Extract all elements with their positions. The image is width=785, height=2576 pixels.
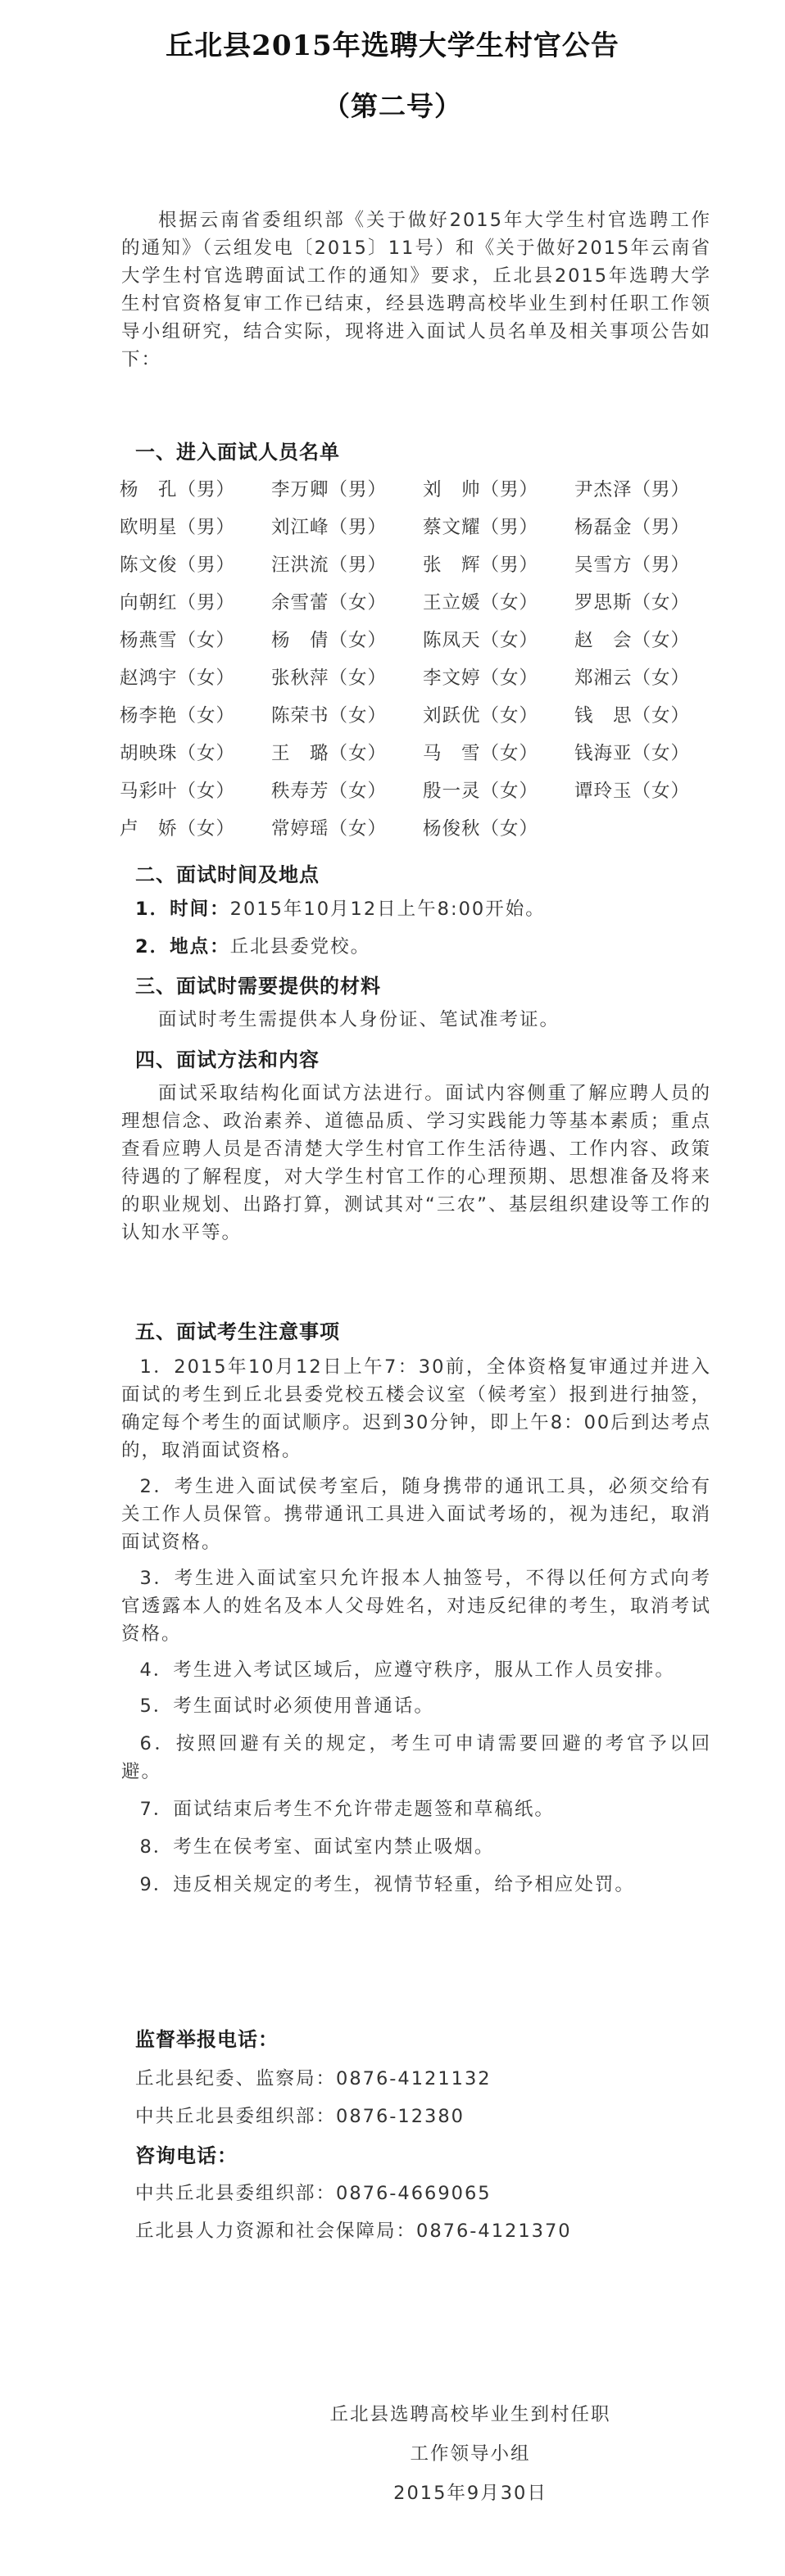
candidate-name: 马 雪（女） — [423, 743, 539, 764]
candidate-name: 钱海亚（女） — [574, 743, 691, 764]
section2-heading: 二、面试时间及地点 — [135, 863, 320, 886]
signature-org-line2: 工作领导小组 — [410, 2443, 531, 2465]
interview-time-label: 1．时间： — [135, 899, 230, 920]
candidate-name: 杨俊秋（女） — [423, 818, 539, 840]
candidate-name: 赵 会（女） — [574, 630, 691, 651]
interview-time-value: 2015年10月12日上午8:00开始。 — [229, 899, 546, 920]
candidate-name: 赵鸿宇（女） — [120, 668, 236, 689]
supervise-contact: 中共丘北县委组织部：0876-12380 — [135, 2106, 465, 2127]
notice-subtitle: （第二号） — [323, 90, 462, 122]
candidate-name: 李文婷（女） — [423, 668, 539, 689]
consult-heading: 咨询电话： — [135, 2144, 238, 2167]
candidate-name: 陈文俊（男） — [120, 555, 236, 576]
note-item: 7．面试结束后考生不允许带走题签和草稿纸。 — [139, 1799, 555, 1820]
signature-date: 2015年9月30日 — [393, 2483, 547, 2504]
note-item: 9．违反相关规定的考生，视情节轻重，给予相应处罚。 — [139, 1874, 635, 1895]
candidate-name: 张秋萍（女） — [271, 668, 388, 689]
candidate-name: 余雪蕾（女） — [271, 592, 388, 613]
note-item: 6．按照回避有关的规定，考生可申请需要回避的考官予以回避。 — [121, 1733, 711, 1782]
notes-list — [121, 1353, 711, 1908]
candidate-name: 王 璐（女） — [271, 743, 388, 764]
candidate-name: 卢 娇（女） — [120, 818, 236, 840]
candidate-name: 刘 帅（男） — [423, 479, 539, 500]
note-item: 2．考生进入面试侯考室后，随身携带的通讯工具，必须交给有关工作人员保管。携带通讯工具进入面试考场的，视为违纪，取消面试资格。 — [121, 1476, 711, 1553]
section4-text: 面试采取结构化面试方法进行。面试内容侧重了解应聘人员的理想信念、政治素养、道德品质、学习实践能力等基本素质；重点查看应聘人员是否清楚大学生村官工作生活待遇、工作内容、政策待遇的了解程度，对大学生村官工作的心理预期、思想准备及将来的职业规划、出路打算，测试其对“三农”、基层组织建设等工作的认知水平等。 — [121, 1083, 711, 1243]
candidate-name: 秩寿芳（女） — [271, 781, 388, 802]
candidate-name: 罗思斯（女） — [574, 592, 691, 613]
candidate-name: 杨燕雪（女） — [120, 630, 236, 651]
consult-contact: 丘北县人力资源和社会保障局：0876-4121370 — [135, 2221, 572, 2242]
candidate-name: 向朝红（男） — [120, 592, 236, 613]
candidate-name: 李万卿（男） — [271, 479, 388, 500]
candidate-name: 蔡文耀（男） — [423, 517, 539, 538]
notice-title: 丘北县2015年选聘大学生村官公告 — [166, 29, 619, 62]
section1-heading: 一、进入面试人员名单 — [135, 441, 340, 464]
interview-place-label: 2．地点： — [135, 936, 230, 958]
candidate-name: 王立媛（女） — [423, 592, 539, 613]
note-item: 4．考生进入考试区域后，应遵守秩序，服从工作人员安排。 — [139, 1659, 675, 1681]
signature-org-line1: 丘北县选聘高校毕业生到村任职 — [329, 2404, 611, 2425]
consult-contact: 中共丘北县委组织部：0876-4669065 — [135, 2183, 492, 2204]
candidate-name: 杨磊金（男） — [574, 517, 691, 538]
section3-heading: 三、面试时需要提供的材料 — [135, 975, 381, 998]
note-item: 3．考生进入面试室只允许报本人抽签号，不得以任何方式向考官透露本人的姓名及本人父母姓名，对违反纪律的考生，取消考试资格。 — [121, 1568, 711, 1645]
supervise-heading: 监督举报电话： — [135, 2028, 279, 2051]
section3-text: 面试时考生需提供本人身份证、笔试准考证。 — [158, 1009, 560, 1030]
candidate-name: 殷一灵（女） — [423, 781, 539, 802]
section4-heading: 四、面试方法和内容 — [135, 1048, 320, 1071]
candidate-name: 钱 思（女） — [574, 705, 691, 727]
interview-time-line — [135, 894, 546, 921]
intro-paragraph: 根据云南省委组织部《关于做好2015年大学生村官选聘工作的通知》（云组发电〔2015〕11号）和《关于做好2015年云南省大学生村官选聘面试工作的通知》要求，丘北县2015年选聘大学生村官资格复审工作已结束，经县选聘高校毕业生到村任职工作领导小组研究，结合实际，现将进入面试人员名单及相关事项公告如下： — [121, 210, 711, 370]
candidate-name: 杨 孔（男） — [120, 479, 236, 500]
note-item: 8．考生在侯考室、面试室内禁止吸烟。 — [139, 1836, 495, 1858]
candidate-name: 谭玲玉（女） — [574, 781, 691, 802]
candidate-name: 陈凤天（女） — [423, 630, 539, 651]
candidate-name: 胡映珠（女） — [120, 743, 236, 764]
section5-heading: 五、面试考生注意事项 — [135, 1320, 340, 1343]
candidate-name: 刘江峰（男） — [271, 517, 388, 538]
candidate-name: 陈荣书（女） — [271, 705, 388, 727]
interview-place-line — [135, 932, 370, 958]
candidate-name: 尹杰泽（男） — [574, 479, 691, 500]
candidate-name: 杨 倩（女） — [271, 630, 388, 651]
candidate-name: 常婷瑶（女） — [271, 818, 388, 840]
candidate-name: 欧明星（男） — [120, 517, 236, 538]
candidate-name: 马彩叶（女） — [120, 781, 236, 802]
note-item: 5．考生面试时必须使用普通话。 — [139, 1695, 434, 1717]
candidate-name: 杨李艳（女） — [120, 705, 236, 727]
candidate-name: 郑湘云（女） — [574, 668, 691, 689]
note-item: 1．2015年10月12日上午7：30前，全体资格复审通过并进入面试的考生到丘北县委党校五楼会议室（候考室）报到进行抽签，确定每个考生的面试顺序。迟到30分钟，即上午8：00后到达考点的，取消面试资格。 — [121, 1356, 711, 1461]
candidate-name: 吴雪方（男） — [574, 555, 691, 576]
interview-place-value: 丘北县委党校。 — [229, 936, 371, 958]
candidate-name: 张 辉（男） — [423, 555, 539, 576]
candidate-name: 刘跃优（女） — [423, 705, 539, 727]
supervise-contact: 丘北县纪委、监察局：0876-4121132 — [135, 2068, 492, 2089]
candidate-name: 汪洪流（男） — [271, 555, 388, 576]
